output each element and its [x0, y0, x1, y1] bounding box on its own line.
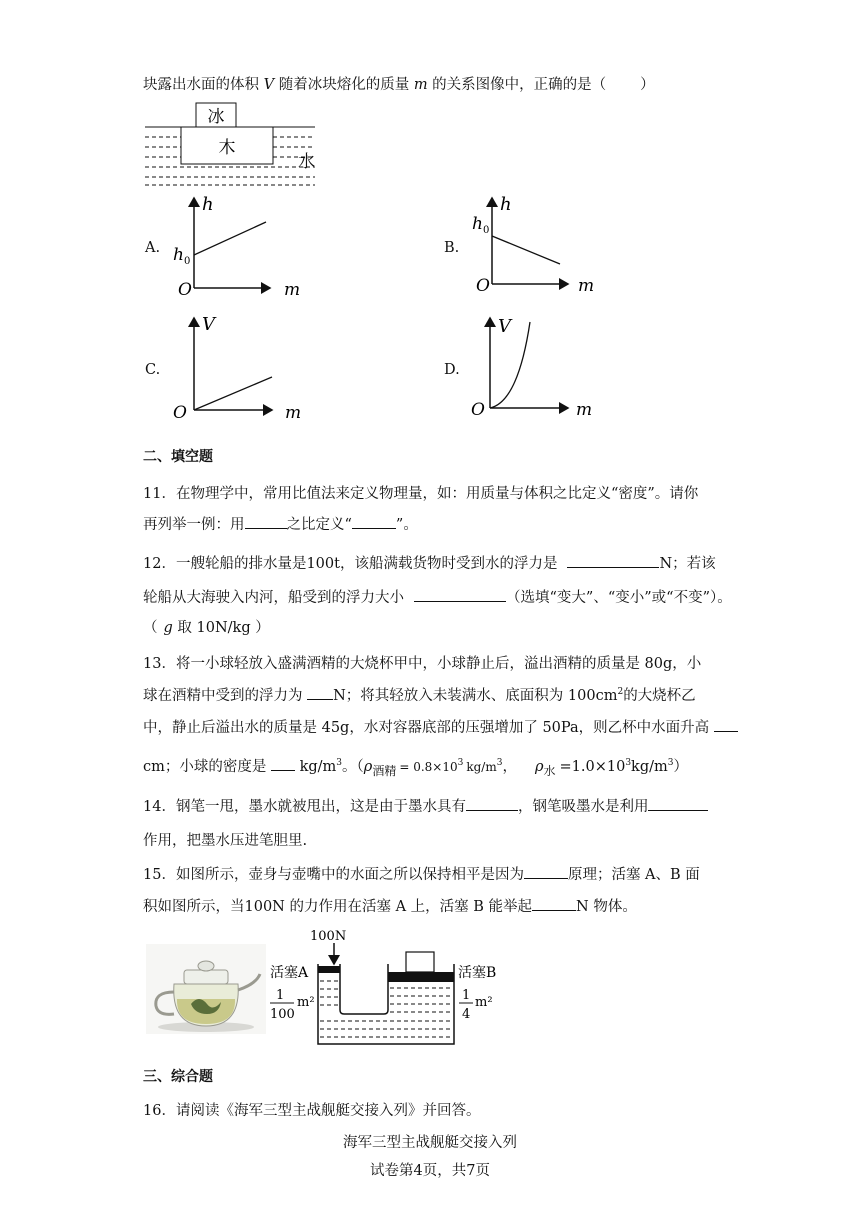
piston-a	[318, 966, 340, 973]
q10-text-3: 的关系图像中，正确的是（	[432, 77, 607, 93]
q12-text-a: 12．一艘轮船的排水量是100t，该船满载货物时受到水的浮力是	[143, 556, 558, 572]
q13-text-e: cm；小球的密度是	[143, 759, 267, 775]
area-a-unit: m²	[297, 995, 315, 1010]
q11-text-c: ”。	[395, 517, 418, 533]
q11-text-b: 之比定义“	[286, 517, 352, 533]
origin-label: O	[178, 280, 192, 300]
area-b-numerator: 1	[462, 988, 471, 1003]
ice-label: 冰	[207, 107, 225, 127]
q14-line-1	[143, 795, 708, 816]
rho-water-unit-exp: 3	[667, 758, 674, 769]
load-block	[406, 952, 434, 972]
q11-blank-1[interactable]	[245, 514, 287, 529]
water-label: 水	[298, 152, 315, 172]
q15-text-b: 原理；活塞 A、B 面	[567, 867, 700, 883]
q12-text-c: 轮船从大海驶入内河，船受到的浮力大小	[143, 590, 404, 606]
x-axis-label: m	[576, 400, 593, 420]
q11-line-2	[143, 513, 418, 534]
y-axis-label: V	[202, 314, 215, 335]
q13-sup-1: 2	[617, 687, 624, 698]
q13-text-d: 中，静止后溢出水的质量是 45g，水对容器底部的压强增加了 50Pa，则乙杯中水面升高	[143, 720, 710, 736]
piston-a-label: 活塞A	[270, 965, 309, 981]
teapot-photo	[146, 944, 266, 1034]
h0-label: h	[173, 245, 184, 265]
h0-subscript: 0	[483, 225, 490, 236]
q12-line-1	[143, 552, 716, 573]
q13-line-1: 13．将一小球轻放入盛满酒精的大烧杯甲中，小球静止后，溢出酒精的质量是 80g，小	[143, 656, 702, 672]
h0-label: h	[472, 214, 483, 234]
question-10-tail	[143, 73, 655, 94]
q11-text-a: 再列举一例：用	[143, 517, 245, 533]
rho-symbol-2: ρ	[534, 759, 544, 775]
q12-var-g: g	[163, 620, 173, 636]
q10-text-2: 随着冰块熔化的质量	[278, 77, 410, 93]
q12-text-b: N；若该	[659, 556, 716, 572]
q12-text-f: 取 10N/kg ）	[177, 620, 270, 636]
rho-water-unit: kg/m	[631, 759, 668, 775]
option-c-label: C.	[145, 362, 161, 378]
q15-text-c: 积如图所示，当100N 的力作用在活塞 A 上，活塞 B 能举起	[143, 899, 533, 915]
option-a-label: A.	[145, 240, 161, 256]
q10-var-m: m	[413, 77, 428, 93]
rho-alcohol-value: = 0.8×10	[399, 760, 458, 774]
rho-water-exp: 3	[625, 758, 632, 769]
piston-b-label: 活塞B	[458, 965, 497, 981]
q13-line-4	[143, 755, 688, 779]
ice-wood-figure	[143, 100, 323, 190]
area-a-numerator: 1	[276, 988, 285, 1003]
rho-alcohol-exp: 3	[457, 758, 464, 769]
q13-blank-1[interactable]	[307, 685, 333, 700]
y-axis-label: h	[500, 194, 512, 215]
q13-text-f: kg/m	[299, 759, 337, 775]
q14-line-2: 作用，把墨水压进笔胆里.	[143, 833, 308, 849]
rho-alcohol-unit: kg/m	[466, 760, 497, 774]
q15-line-2	[143, 895, 637, 916]
area-b-unit: m²	[475, 995, 493, 1010]
q15-blank-2[interactable]	[532, 896, 576, 911]
q13-line-2	[143, 684, 696, 705]
q12-text-d: （选填“变大”、“变小”或“不变”）。	[506, 590, 732, 606]
graph-line	[492, 236, 560, 264]
x-axis-label: m	[284, 280, 300, 300]
x-axis-label: m	[285, 403, 302, 422]
q14-blank-2[interactable]	[648, 796, 708, 811]
q14-text-b: ，钢笔吸墨水是利用	[517, 799, 649, 815]
q14-text-a: 14．钢笔一甩，墨水就被甩出，这是由于墨水具有	[143, 799, 466, 815]
rho-water-subscript: 水	[543, 763, 556, 778]
article-title: 海军三型主战舰艇交接入列	[343, 1135, 517, 1151]
area-b-denominator: 4	[462, 1007, 471, 1022]
option-c-graph	[170, 312, 305, 422]
rho-alcohol-subscript: 酒精	[372, 763, 397, 778]
q10-text-1: 块露出水面的体积	[143, 77, 259, 93]
q12-line-3	[143, 616, 270, 637]
rho-water-value: =1.0×10	[559, 759, 626, 775]
q13-text-c: 的大烧杯乙	[623, 688, 696, 704]
q13-text-g: 。（	[342, 759, 364, 775]
h0-subscript: 0	[184, 256, 191, 267]
q13-blank-3[interactable]	[271, 756, 295, 771]
inner-divider	[340, 964, 388, 1014]
q12-line-2	[143, 586, 732, 607]
q10-text-close: ）	[640, 77, 655, 93]
q13-comma: ，	[502, 759, 517, 775]
x-axis-label: m	[578, 276, 595, 296]
q12-text-e: （	[143, 620, 158, 636]
q13-end: ）	[673, 759, 688, 775]
q13-blank-2[interactable]	[714, 717, 738, 732]
piston-b	[388, 972, 454, 982]
option-a-graph	[170, 192, 300, 302]
option-b-label: B.	[444, 240, 460, 256]
option-d-graph	[468, 312, 603, 422]
force-label: 100N	[310, 929, 347, 944]
q11-line-1: 11．在物理学中，常用比值法来定义物理量，如：用质量与体积之比定义“密度”。请你	[143, 486, 699, 502]
q16-text: 16．请阅读《海军三型主战舰艇交接入列》并回答。	[143, 1103, 481, 1119]
option-d-label: D.	[444, 362, 460, 378]
wood-label: 木	[218, 138, 236, 158]
q13-text-b: N；将其轻放入未装满水、底面积为 100cm	[333, 688, 618, 704]
q13-line-3	[143, 716, 738, 737]
graph-line	[194, 377, 272, 410]
origin-label: O	[471, 400, 485, 420]
q12-blank-2[interactable]	[414, 587, 506, 602]
q15-text-d: N 物体。	[576, 899, 637, 915]
y-axis-label: V	[498, 316, 511, 337]
q15-line-1	[143, 863, 700, 884]
q13-sup-2: 3	[336, 758, 343, 769]
hydraulic-press-figure	[270, 926, 510, 1054]
q12-blank-1[interactable]	[567, 553, 659, 568]
rho-symbol-1: ρ	[363, 759, 373, 775]
section-2-heading: 二、填空题	[143, 449, 213, 465]
option-b-graph	[468, 192, 603, 297]
y-axis-label: h	[202, 194, 214, 215]
q10-var-v: V	[263, 77, 275, 93]
origin-label: O	[173, 403, 187, 422]
origin-label: O	[476, 276, 490, 296]
q14-blank-1[interactable]	[466, 796, 518, 811]
rho-alcohol-unit-exp: 3	[496, 758, 503, 769]
q15-blank-1[interactable]	[524, 864, 568, 879]
page-footer: 试卷第4页，共7页	[370, 1163, 490, 1179]
q15-text-a: 15．如图所示，壶身与壶嘴中的水面之所以保持相平是因为	[143, 867, 524, 883]
q13-text-a: 球在酒精中受到的浮力为	[143, 688, 303, 704]
q11-blank-2[interactable]	[352, 514, 396, 529]
area-a-denominator: 100	[270, 1007, 295, 1022]
graph-line	[194, 222, 266, 255]
section-3-heading: 三、综合题	[143, 1069, 213, 1085]
